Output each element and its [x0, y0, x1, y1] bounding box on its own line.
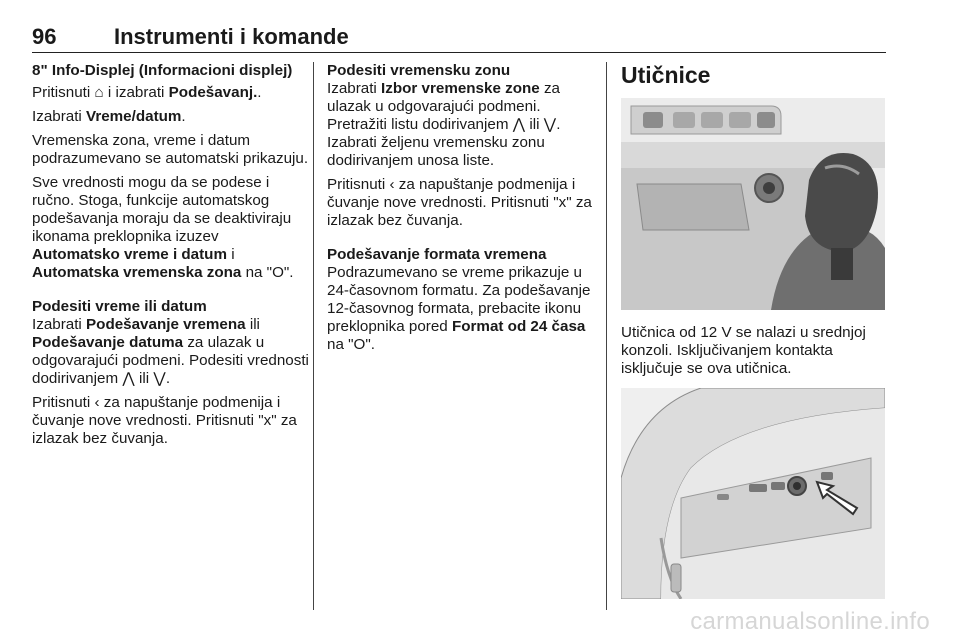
trunk-socket-figure [621, 388, 885, 599]
chapter-title: Instrumenti i komande [114, 24, 349, 49]
chevron-down-icon: ⋁ [543, 116, 557, 133]
chevron-up-icon: ⋀ [122, 370, 135, 387]
watermark: carmanualsonline.info [690, 608, 930, 635]
subsection-title: Podesiti vreme ili datum [32, 298, 207, 315]
back-icon: ‹ [94, 394, 100, 411]
column-3 [621, 62, 887, 599]
paragraph: Izabrati Podešavanje vremena ili Podešavanje datuma za ulazak u odgovarajući podmeni. Podesiti vrednosti dodirivanjem ⋀ ili ⋁. [32, 316, 309, 387]
paragraph: Sve vrednosti mogu da se podese i ručno. Stoga, funkcije automatskog podešavanja moraju da se deaktiviraju ikonama preklopnika izuzev Automatsko vreme i datum i Automatska vremenska zona na "O". [32, 174, 294, 281]
chevron-down-icon: ⋁ [153, 370, 166, 387]
paragraph: Podrazumevano se vreme prikazuje u 24-časovnom formatu. Za podešavanje 12-časovnog formata, prebacite ikonu preklopnika pored Format od 24 časa na "O". [327, 264, 591, 353]
paragraph: Pritisnuti ⌂ i izabrati Podešavanj.. [32, 84, 262, 101]
page-header [32, 24, 886, 53]
section-title: 8" Info-Displej (Informacioni displej) [32, 62, 293, 79]
paragraph: Pritisnuti ‹ za napuštanje podmenija i čuvanje nove vrednosti. Pritisnuti "x" za izlazak bez čuvanja. [32, 394, 297, 447]
figure-caption: Utičnica od 12 V se nalazi u srednjoj konzoli. Isključivanjem kontakta isključuje se ova utičnica. [621, 324, 866, 377]
paragraph: Vremenska zona, vreme i datum podrazumevano se automatski prikazuju. [32, 132, 309, 167]
column-1 [32, 62, 310, 454]
section-title: Utičnice [621, 62, 711, 88]
console-socket-figure [621, 98, 885, 310]
column-divider [606, 62, 607, 610]
page-number: 96 [32, 24, 57, 49]
paragraph: Izabrati Izbor vremenske zone za ulazak u odgovarajući podmeni. Pretražiti listu dodirivanjem ⋀ ili ⋁. Izabrati željenu vremensku zonu dodirivanjem unosa liste. [327, 80, 561, 169]
column-divider [313, 62, 314, 610]
subsection-title: Podešavanje formata vremena [327, 246, 547, 263]
home-icon: ⌂ [94, 84, 104, 101]
paragraph: Izabrati Vreme/datum. [32, 108, 186, 125]
subsection-title: Podesiti vremensku zonu [327, 62, 511, 79]
column-2 [327, 62, 602, 360]
back-icon: ‹ [389, 176, 395, 193]
paragraph: Pritisnuti ‹ za napuštanje podmenija i čuvanje nove vrednosti. Pritisnuti "x" za izlazak bez čuvanja. [327, 176, 592, 229]
chevron-up-icon: ⋀ [512, 116, 526, 133]
